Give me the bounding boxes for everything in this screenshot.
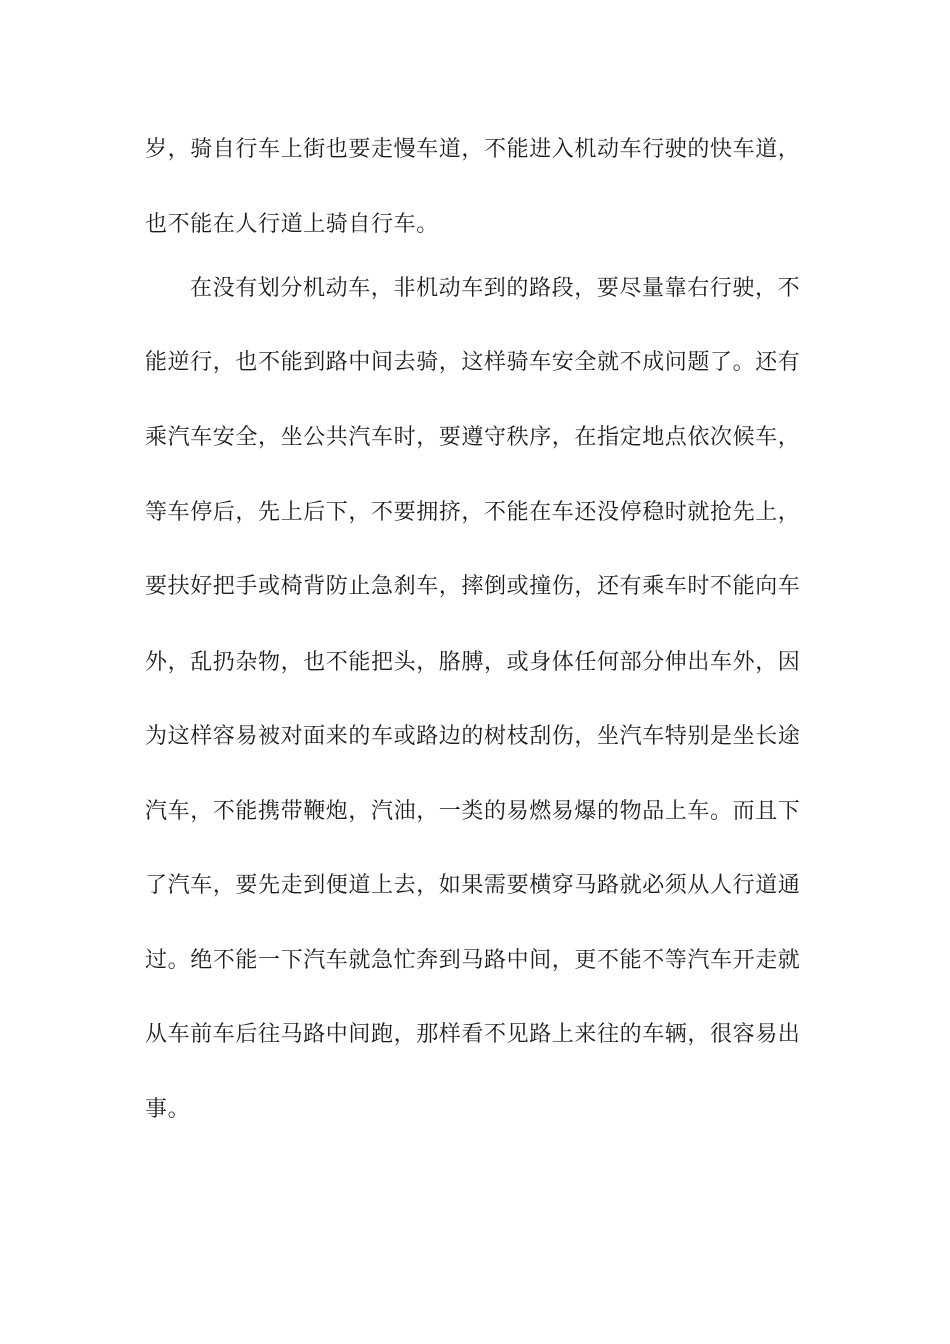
text-line: 外，乱扔杂物，也不能把头，胳膊，或身体任何部分伸出车外，因 xyxy=(145,650,801,675)
text-line: 要扶好把手或椅背防止急刹车，摔倒或撞伤，还有乘车时不能向车 xyxy=(145,574,801,599)
text-line: 事。 xyxy=(145,1097,191,1122)
text-line: 从车前车后往马路中间跑，那样看不见路上来往的车辆，很容易出 xyxy=(145,1022,801,1047)
text-line: 乘汽车安全，坐公共汽车时，要遵守秩序，在指定地点依次候车， xyxy=(145,425,801,450)
text-line: 了汽车，要先走到便道上去，如果需要横穿马路就必须从人行道通 xyxy=(145,873,801,898)
paragraph-first-line: 在没有划分机动车，非机动车到的路段，要尽量靠右行驶，不 xyxy=(190,276,801,301)
text-line: 等车停后，先上后下，不要拥挤，不能在车还没停稳时就抢先上， xyxy=(145,500,801,525)
text-line: 岁，骑自行车上街也要走慢车道，不能进入机动车行驶的快车道， xyxy=(145,137,801,162)
text-line: 也不能在人行道上骑自行车。 xyxy=(145,212,439,237)
text-line: 过。绝不能一下汽车就急忙奔到马路中间，更不能不等汽车开走就 xyxy=(145,948,801,973)
text-line: 为这样容易被对面来的车或路边的树枝刮伤，坐汽车特别是坐长途 xyxy=(145,724,801,749)
text-line: 能逆行，也不能到路中间去骑，这样骑车安全就不成问题了。还有 xyxy=(145,350,801,375)
text-line: 汽车，不能携带鞭炮，汽油，一类的易燃易爆的物品上车。而且下 xyxy=(145,799,801,824)
